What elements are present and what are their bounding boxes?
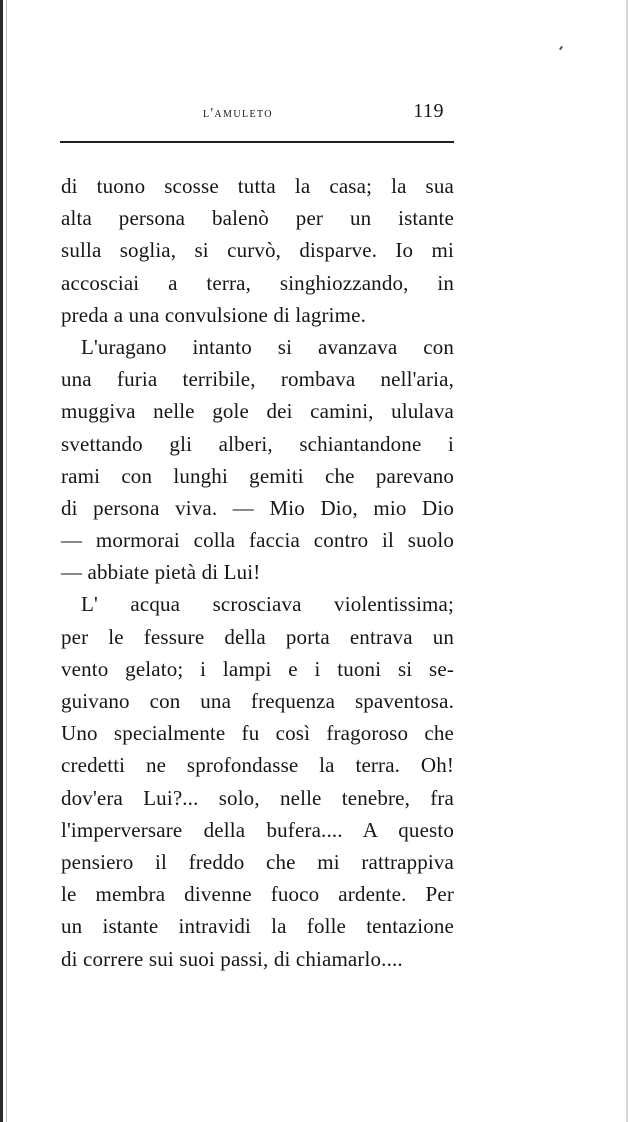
text-line: di persona viva. — Mio Dio, mio Dio [61, 495, 454, 520]
text-line: preda a una convulsione di lagrime. [61, 302, 366, 327]
text-line: rami con lunghi gemiti che parevano [61, 463, 454, 488]
text-line: vento gelato; i lampi e i tuoni si se- [61, 656, 454, 681]
paragraph-2 [61, 331, 454, 589]
text-line: L' acqua scrosciava violentissima; [81, 592, 454, 617]
text-line: guivano con una frequenza spaventosa. [61, 689, 454, 713]
header-rule [60, 141, 454, 143]
stray-ink-mark [559, 46, 563, 50]
text-line: di tuono scosse tutta la casa; la sua [61, 174, 454, 198]
text-line: l'imperversare della bufera.... A questo [61, 817, 454, 842]
text-line: muggiva nelle gole dei camini, ululava [61, 399, 454, 424]
running-header [60, 96, 454, 136]
text-line: pensiero il freddo che mi rattrappiva [61, 849, 454, 874]
page-number: 119 [413, 100, 444, 122]
text-line: alta persona balenò per un istante [61, 206, 454, 231]
paragraph-3 [61, 588, 454, 974]
text-line: per le fessure della porta entrava un [61, 624, 454, 649]
text-line: — mormorai colla faccia contro il suolo [61, 528, 454, 553]
text-line: credetti ne sprofondasse la terra. Oh! [61, 753, 454, 778]
text-line: — abbiate pietà di Lui! [61, 560, 261, 585]
paragraph-1 [61, 170, 454, 331]
text-line: una furia terribile, rombava nell'aria, [61, 367, 454, 392]
text-line: le membra divenne fuoco ardente. Per [61, 882, 454, 907]
text-line: Uno specialmente fu così fragoroso che [61, 721, 454, 746]
running-header-title: l'amuleto [203, 106, 273, 121]
body-text [61, 170, 454, 975]
page-edge-left [0, 0, 3, 1122]
text-line: un istante intravidi la folle tentazione [61, 914, 454, 939]
text-line: accosciai a terra, singhiozzando, in [61, 270, 454, 295]
text-line: di correre sui suoi passi, di chiamarlo.... [61, 946, 403, 971]
text-line: sulla soglia, si curvò, disparve. Io mi [61, 238, 454, 263]
text-line: dov'era Lui?... solo, nelle tenebre, fra [61, 785, 454, 810]
text-line: L'uragano intanto si avanzava con [81, 334, 454, 359]
page-edge-left-inner [6, 0, 7, 1122]
text-line: svettando gli alberi, schiantandone i [61, 431, 454, 456]
